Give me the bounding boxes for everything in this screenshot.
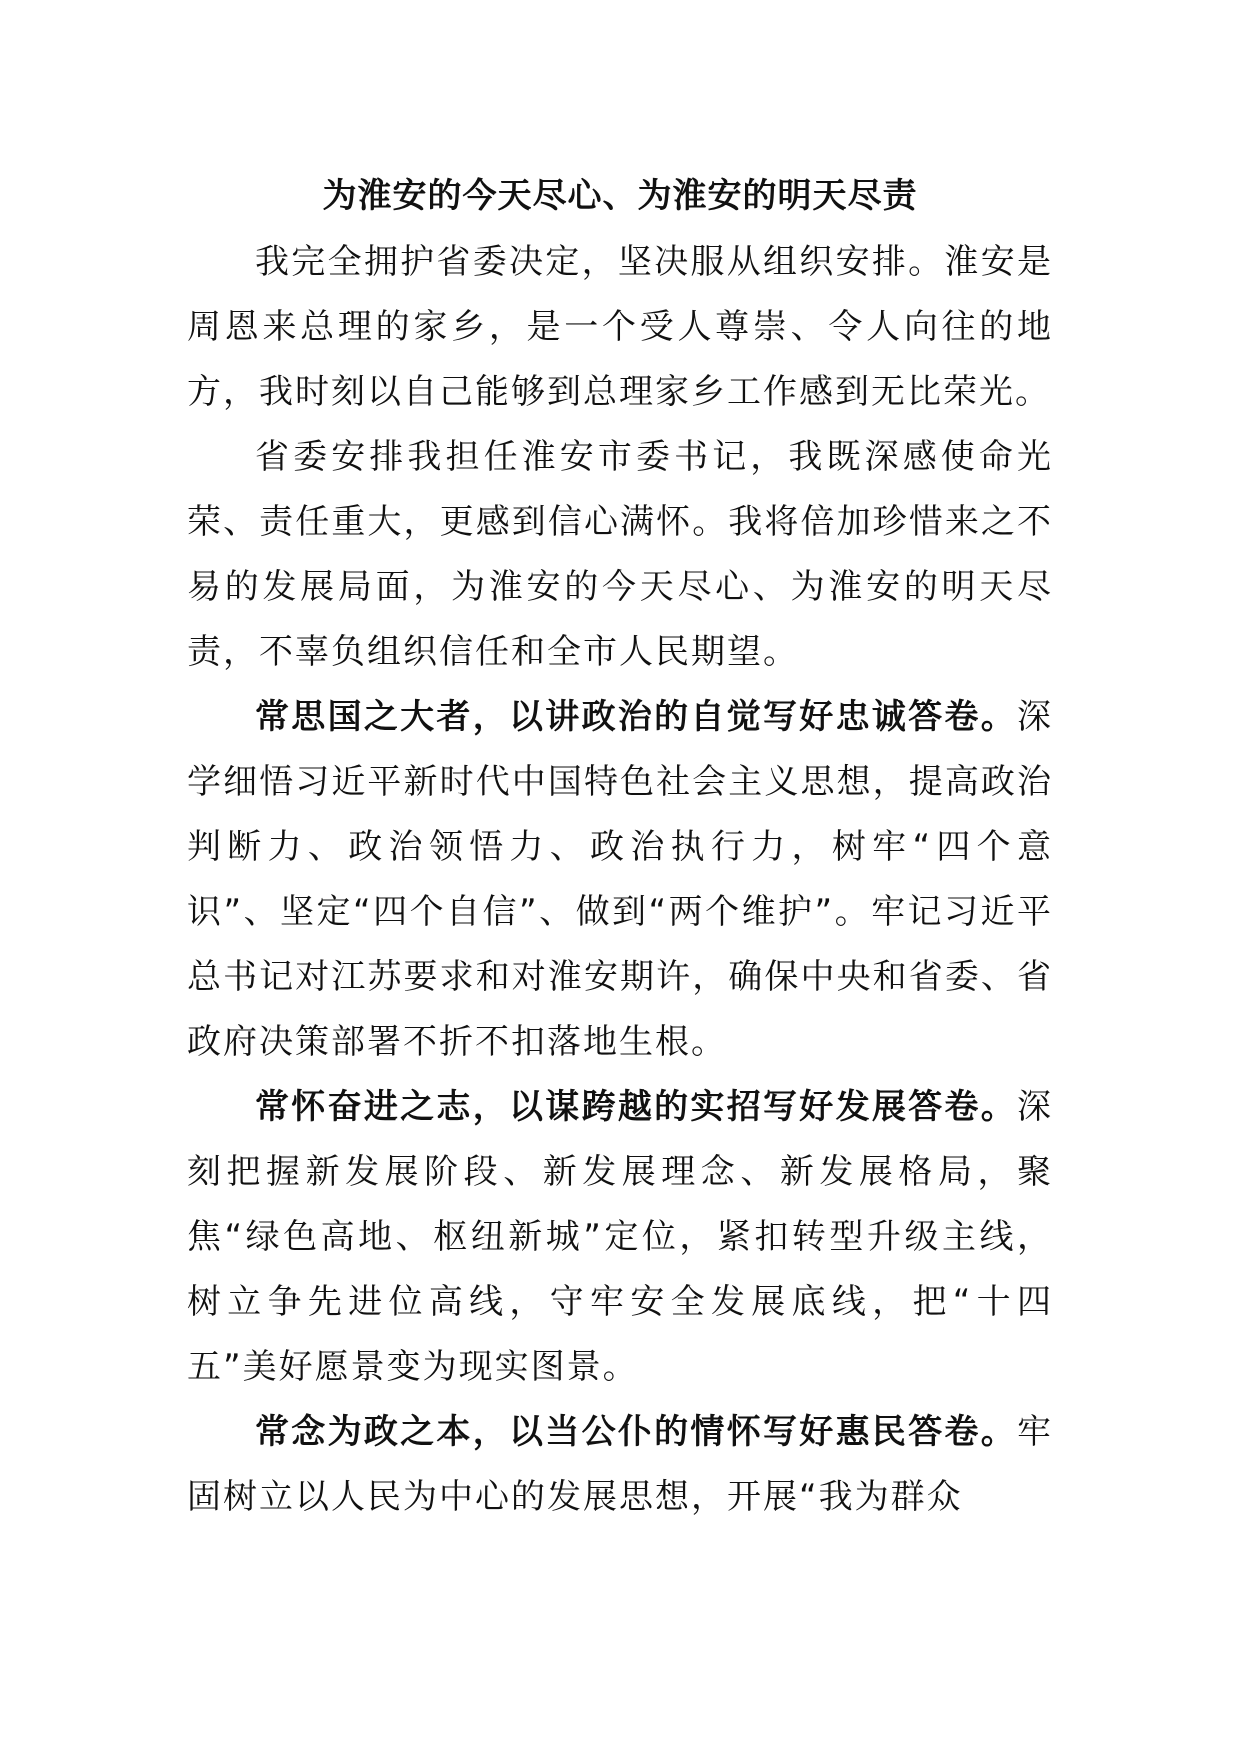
paragraph-1 xyxy=(187,230,1053,425)
paragraph-5-text: 牢固树立以人民为中心的发展思想，开展“我为群众 xyxy=(187,1412,1053,1517)
document-title: 为淮安的今天尽心、为淮安的明天尽责 xyxy=(322,176,918,216)
paragraph-5-lead-sentence: 常念为政之本，以当公仆的情怀写好惠民答卷。 xyxy=(255,1412,1017,1452)
paragraph-3-lead-sentence: 常思国之大者，以讲政治的自觉写好忠诚答卷。 xyxy=(255,697,1017,737)
paragraph-3 xyxy=(187,685,1053,1075)
paragraph-2 xyxy=(187,425,1053,685)
paragraph-3-text: 深学细悟习近平新时代中国特色社会主义思想，提高政治判断力、政治领悟力、政治执行力，树牢“四个意识”、坚定“四个自信”、做到“两个维护”。牢记习近平总书记对江苏要求和对淮安期许，确保中央和省委、省政府决策部署不折不扣落地生根。 xyxy=(187,697,1053,1062)
paragraph-4-text: 深刻把握新发展阶段、新发展理念、新发展格局，聚焦“绿色高地、枢纽新城”定位，紧扣转型升级主线，树立争先进位高线，守牢安全发展底线，把“十四五”美好愿景变为现实图景。 xyxy=(187,1087,1053,1387)
document-body xyxy=(187,166,1053,1530)
paragraph-4 xyxy=(187,1075,1053,1400)
paragraph-5 xyxy=(187,1400,1053,1530)
paragraph-4-lead-sentence: 常怀奋进之志，以谋跨越的实招写好发展答卷。 xyxy=(255,1087,1017,1127)
paragraph-2-text: 省委安排我担任淮安市委书记，我既深感使命光荣、责任重大，更感到信心满怀。我将倍加珍惜来之不易的发展局面，为淮安的今天尽心、为淮安的明天尽责，不辜负组织信任和全市人民期望。 xyxy=(187,437,1053,672)
paragraph-1-text: 我完全拥护省委决定，坚决服从组织安排。淮安是周恩来总理的家乡，是一个受人尊崇、令人向往的地方，我时刻以自己能够到总理家乡工作感到无比荣光。 xyxy=(187,242,1053,412)
